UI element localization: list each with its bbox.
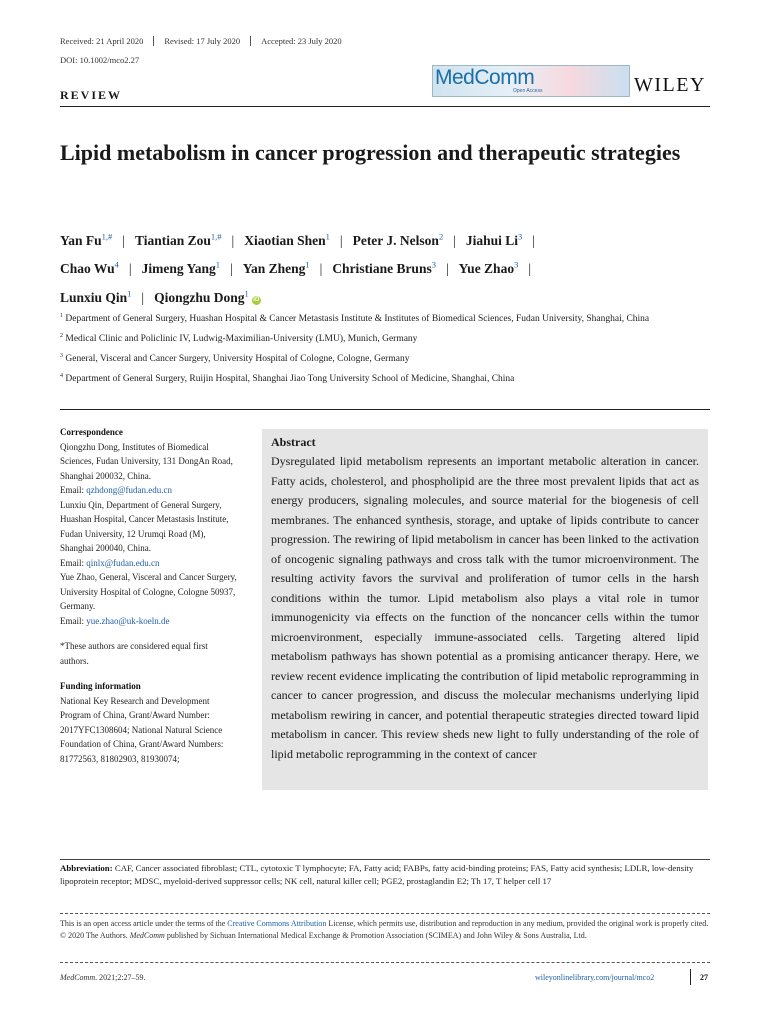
funding-heading: Funding information: [60, 681, 141, 691]
publisher-logo: WILEY: [634, 74, 706, 96]
cc-license-link[interactable]: Creative Commons Attribution: [227, 919, 327, 928]
affiliation: $^3$ General, Visceral and Cancer Surgery, University Hospital of Cologne, Cologne, Germany: [60, 353, 410, 365]
license-text: This is an open access article under the terms of the Creative Commons Attribution License, which permits use, distribution and reproduction in any medium, provided the original work is properly cited. © 2020 The Authors. MedComm published by Sichuan International Medical Exchange & Promotion Association (SCIMEA) and John Wiley & Sons Australia, Ltd.: [60, 919, 709, 940]
article-dates: [60, 36, 352, 46]
affiliation: $^4$ Department of General Surgery, Ruijin Hospital, Shanghai Jiao Tong University School of Medicine, Shanghai, China: [60, 373, 515, 385]
section-rule: [60, 409, 710, 410]
article-type: REVIEW: [60, 88, 123, 102]
funding-text: National Key Research and Development Program of China, Grant/Award Number: 2017YFC1308604; National Natural Science Foundation of China, Grant/Award Numbers: 81772563, 81802903, 81930074;: [60, 695, 224, 764]
license-divider: [60, 913, 710, 914]
correspondence-heading: Correspondence: [60, 427, 123, 437]
article-title: Lipid metabolism in cancer progression and therapeutic strategies: [60, 140, 681, 165]
equal-authors-note: *These authors are considered equal first authors.: [60, 641, 208, 666]
doi: DOI: 10.1002/mco2.27: [60, 55, 140, 65]
abstract-heading: Abstract: [271, 435, 316, 449]
author[interactable]: Yue Zhao$^3$: [458, 259, 519, 276]
author[interactable]: Christiane Bruns$^3$: [332, 259, 436, 276]
abbreviation-rule: [60, 859, 710, 860]
footer-separator: [690, 969, 691, 985]
abstract-text: Dysregulated lipid metabolism represents an important metabolic alteration in cancer. Fatty acids, cholesterol, and phospholipid are the three most prevalent lipids that act as energy producers, signaling molecules, and source material for the biogenesis of cell membranes. The enhanced synthesis, storage, and uptake of lipids contribute to cancer progression. The rewiring of lipid metabolism in cancer has been linked to the activation of oncogenic signaling pathways and cross talk with the tumor microenvironment. The resulting activity favors the survival and proliferation of tumor cells in the harsh conditions within the tumor. Lipid metabolism also plays a vital role in tumor immunogenicity via effects on the function of the noncancer cells within the tumor microenvironment, especially immune-associated cells. Targeting altered lipid metabolism pathways has shown potential as a promising anticancer therapy. Here, we review recent evidence implicating the contribution of lipid metabolic reprogramming in cancer to cancer progression, and discuss the molecular mechanisms underlying lipid metabolism rewiring in cancer, and potential therapeutic strategies directed toward lipid metabolism in cancer. This review sheds new light to fully understanding of the role of lipid metabolic reprogramming in the context of cancer: [271, 454, 699, 761]
journal-logo: [432, 65, 630, 97]
journal-logo-text: MedComm: [435, 66, 535, 89]
revised-date: Revised: 17 July 2020: [154, 36, 251, 46]
accepted-date: Accepted: 23 July 2020: [261, 36, 342, 46]
abstract-box: [262, 429, 708, 790]
side-column: [60, 425, 238, 766]
affiliations: [60, 310, 710, 391]
correspondence-block: Qiongzhu Dong, Institutes of Biomedical Sciences, Fudan University, 131 DongAn Road, Shanghai 200032, China.: [60, 441, 233, 481]
header-rule: [60, 106, 710, 107]
author[interactable]: Jimeng Yang$^1$: [141, 259, 220, 276]
footer-divider: [60, 962, 710, 963]
correspondence-email-line: Email: yue.zhao@uk-koeln.de: [60, 615, 170, 626]
author[interactable]: Yan Zheng$^1$: [242, 259, 310, 276]
journal-logo-sub: Open Access: [513, 88, 543, 94]
footer-citation: MedComm. 2021;2:27–59.: [60, 973, 146, 982]
author[interactable]: Yan $Fu^{1,\#}$: [60, 231, 113, 248]
page-number: 27: [700, 973, 708, 982]
author[interactable]: Qiongzhu Dong$^1$: [154, 288, 249, 305]
correspondence-email-line: Email: qinlx@fudan.edu.cn: [60, 557, 160, 568]
author[interactable]: Lunxiu Qin$^1$: [60, 288, 132, 305]
correspondence-block: Yue Zhao, General, Visceral and Cancer Surgery, University Hospital of Cologne, Cologne 50937, Germany.: [60, 572, 237, 611]
correspondence-email-line: Email: qzhdong@fudan.edu.cn: [60, 485, 173, 495]
author[interactable]: Jiahui Li$^3$: [465, 231, 523, 248]
affiliation: $^1$ Department of General Surgery, Huashan Hospital & Cancer Metastasis Institute & Institutes of Biomedical Sciences, Fudan University, Shanghai, China: [60, 313, 650, 325]
author[interactable]: Chao Wu$^4$: [60, 259, 119, 276]
author[interactable]: Tiantian Zou$^{1,\#}$: [134, 231, 222, 248]
correspondence-block: Lunxiu Qin, Department of General Surgery, Huashan Hospital, Cancer Metastasis Institute, Fudan University, 12 Urumqi Road (M), Shanghai 200040, China.: [60, 499, 229, 553]
author-list: Yan $Fu^{1,\#}$ | Tiantian Zou$^{1,\#}$ | Xiaotian Shen$^1$ | Peter J. Nelson$^2$ | Jiahui Li$^3$ | Chao Wu$^4$ | Jimeng Yang$^1$ | Yan Zheng$^1$ | Christiane Bruns$^3$ | Yue Zhao$^3$ | Lunxiu Qin$^1$ | Qiongzhu Dong$^1$iD: [60, 231, 535, 305]
affiliation: $^2$ Medical Clinic and Policlinic IV, Ludwig-Maximilian-University (LMU), Munich, Germany: [60, 333, 418, 345]
author[interactable]: Peter J. Nelson$^2$: [352, 231, 444, 248]
email-link[interactable]: qzhdong@fudan.edu.cn: [86, 485, 173, 495]
email-link[interactable]: qinlx@fudan.edu.cn: [86, 557, 160, 568]
orcid-icon[interactable]: iD: [253, 296, 260, 303]
author[interactable]: Xiaotian Shen$^1$: [244, 231, 330, 248]
received-date: Received: 21 April 2020: [60, 36, 154, 46]
journal-url-link[interactable]: wileyonlinelibrary.com/journal/mco2: [535, 973, 655, 982]
email-link[interactable]: yue.zhao@uk-koeln.de: [86, 615, 170, 626]
abbreviations: Abbreviation: CAF, Cancer associated fibroblast; CTL, cytotoxic T lymphocyte; FA, Fatty acid; FABPs, fatty acid-binding proteins; FAS, Fatty acid synthesis; LDLR, low-density lipoprotein receptor; MDSC, myeloid-derived suppressor cells; NK cell, natural killer cell; PGE2, prostaglandin E2; Th 17, T helper cell 17: [60, 863, 694, 886]
